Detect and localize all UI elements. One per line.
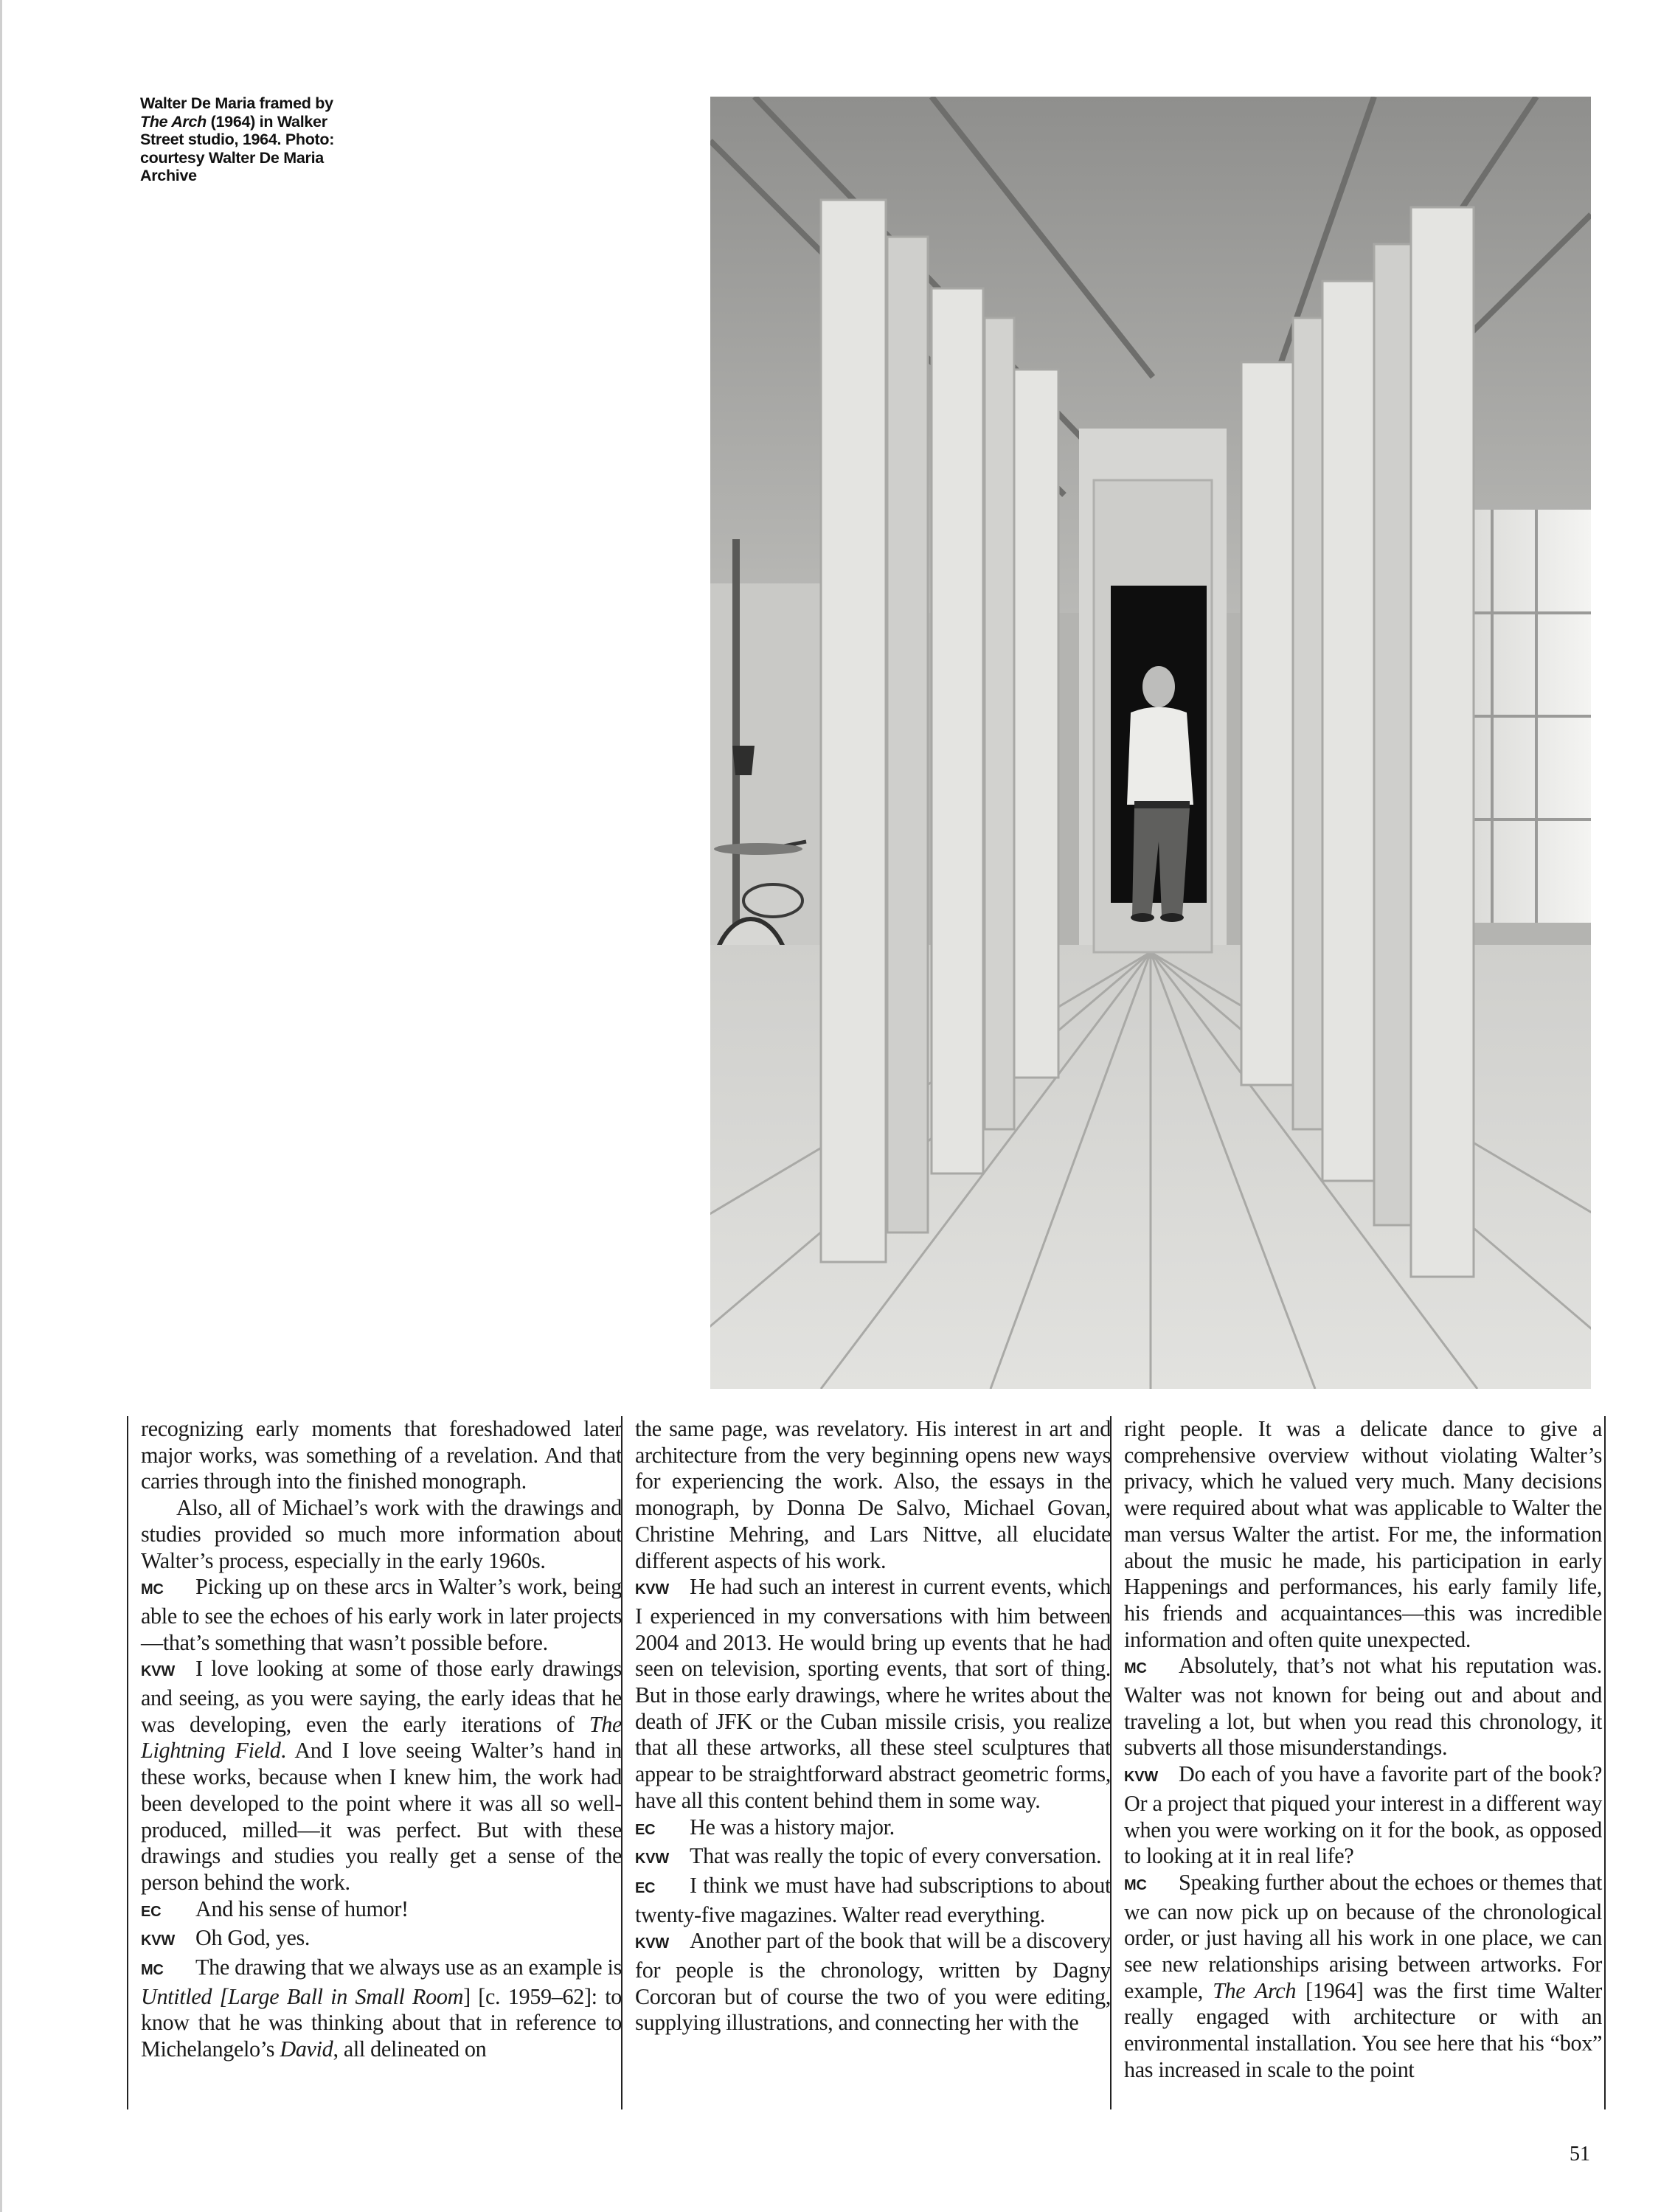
paragraph-text: Oh God, yes. <box>195 1925 311 1951</box>
interview-paragraph <box>141 1574 622 1656</box>
paragraph-text: I love looking at some of those early drawings and seeing, as you were saying, the early ideas that he was developing, even the early iterations of <box>141 1656 622 1737</box>
interview-paragraph <box>141 1656 622 1896</box>
text-column-2 <box>621 1416 1111 2109</box>
text-column-1 <box>127 1416 622 2109</box>
speaker-initials: MC <box>141 1581 164 1598</box>
speaker-initials: KVW <box>635 1581 670 1598</box>
page-edge <box>0 0 2 2212</box>
page-number: 51 <box>1570 2143 1590 2166</box>
paragraph-text: Also, all of Michael’s work with the drawings and studies provided so much more information about Walter’s process, especially in the early 1960s. <box>141 1495 622 1573</box>
caption-text-b: (1964) in Walker Street studio, 1964. Photo: courtesy Walter De Maria Archive <box>140 112 335 184</box>
interview-paragraph <box>141 1416 622 1495</box>
interview-paragraph <box>635 1814 1111 1844</box>
interview-paragraph <box>141 1896 622 1926</box>
photo-illustration <box>710 97 1591 1389</box>
speaker-initials: EC <box>635 1879 656 1896</box>
interview-paragraph <box>635 1574 1111 1814</box>
paragraph-text: He was a history major. <box>690 1814 895 1840</box>
speaker-initials: MC <box>1124 1660 1147 1677</box>
paragraph-text: And his sense of humor! <box>195 1896 409 1921</box>
interview-paragraph <box>141 1925 622 1955</box>
paragraph-text: Absolutely, that’s not what his reputation was. Walter was not known for being out and about and traveling a lot, but when you read this chronology, it subverts all those misunderstandings. <box>1124 1653 1602 1761</box>
paragraph-text: I think we must have had subscriptions to about twenty-five magazines. Walter read everything. <box>635 1872 1111 1927</box>
interview-paragraph <box>1124 1761 1602 1870</box>
bucket <box>732 746 755 775</box>
speaker-initials: KVW <box>635 1851 670 1868</box>
artwork-title: The Arch <box>1213 1977 1297 2003</box>
paragraph-text: . And I love seeing Walter’s hand in these works, because when I knew him, the work had been developed to the point where it was all so well-produced, milled—it was perfect. But with these drawings and studies you really get a sense of the person behind the work. <box>141 1738 622 1895</box>
speaker-initials: EC <box>635 1821 656 1838</box>
caption-artwork-title: The Arch <box>140 112 207 131</box>
interview-paragraph <box>635 1416 1111 1574</box>
interview-paragraph <box>1124 1416 1602 1653</box>
caption-text-a: Walter De Maria framed by <box>140 94 333 112</box>
interview-paragraph <box>141 1955 622 2063</box>
archival-photo <box>710 97 1591 1389</box>
photo-caption <box>140 94 354 185</box>
speaker-initials: KVW <box>141 1932 176 1949</box>
speaker-initials: EC <box>141 1903 162 1920</box>
paragraph-text: He had such an interest in current events, which I experienced in my conversations with him between 2004 and 2013. He would bring up events that he had seen on television, sporting events, that sort of thing. But in those early drawings, where he writes about the death of JFK or the Cuban missile crisis, you realize that all these artworks, all these steel sculptures that appear to be straightforward abstract geometric forms, have all this content behind them in some way. <box>635 1574 1111 1813</box>
artwork-title: The Lightning Field <box>141 1711 622 1764</box>
paragraph-text: the same page, was revelatory. His interest in art and architecture from the very beginning opens new ways for experiencing the work. Also, the essays in the monograph, by Donna De Salvo, Michael Govan, Christine Mehring, and Lars Nittve, all elucidate different aspects of his work. <box>635 1416 1111 1573</box>
text-column-3 <box>1110 1416 1602 2109</box>
interview-paragraph <box>635 1873 1111 1928</box>
interview-paragraph <box>1124 1870 1602 2084</box>
column-rule-right <box>1604 1416 1606 2109</box>
interview-paragraph <box>635 1843 1111 1873</box>
speaker-initials: MC <box>1124 1876 1147 1893</box>
interview-paragraph <box>141 1495 622 1574</box>
speaker-initials: MC <box>141 1962 164 1979</box>
speaker-initials: KVW <box>141 1663 176 1680</box>
paragraph-text: Picking up on these arcs in Walter’s work, being able to see the echoes of his early work in later projects—that’s something that wasn’t possible before. <box>141 1574 622 1655</box>
paragraph-text: Do each of you have a favorite part of the book? Or a project that piqued your interest in a different way when you were working on it for the book, as opposed to looking at it in real life? <box>1124 1761 1602 1869</box>
speaker-initials: KVW <box>1124 1769 1159 1786</box>
paragraph-text: [1964] was the first time Walter really engaged with architecture or with an environmental installation. You see here that his “box” has increased in scale to the point <box>1124 1977 1602 2082</box>
artwork-title: Untitled [Large Ball in Small Room <box>141 1983 464 2009</box>
paragraph-text: The drawing that we always use as an example is <box>195 1955 622 1980</box>
paragraph-text: Speaking further about the echoes or themes that we can now pick up on because of the chronological order, or just having all his work in one place, we can see new relationships arising between artworks. For example, <box>1124 1869 1602 2003</box>
paragraph-text: Another part of the book that will be a discovery for people is the chronology, written by Dagny Corcoran but of course the two of you were editing, supplying illustrations, and connecting her with the <box>635 1928 1111 2036</box>
paragraph-text: That was really the topic of every conversation. <box>690 1843 1102 1869</box>
artwork-title: David <box>280 2036 333 2062</box>
interview-paragraph <box>1124 1653 1602 1761</box>
paragraph-text: ] [c. 1959–62]: to know that he was thinking about that in reference to Michelangelo’s <box>141 1983 623 2062</box>
paragraph-text: recognizing early moments that foreshadowed later major works, was something of a revelation. And that carries through into the finished monograph. <box>141 1416 622 1494</box>
paragraph-text: , all delineated on <box>333 2036 487 2062</box>
speaker-initials: KVW <box>635 1935 670 1952</box>
paragraph-text: right people. It was a delicate dance to give a comprehensive overview without violating Walter’s privacy, which he valued very much. Many decisions were required about what was applicable to Walter the man versus Walter the artist. For me, the information about the music he made, his participation in early Happenings and performances, his early family life, his friends and acquaintances—this was incredible information and often quite unexpected. <box>1124 1416 1602 1652</box>
interview-paragraph <box>635 1928 1111 2036</box>
